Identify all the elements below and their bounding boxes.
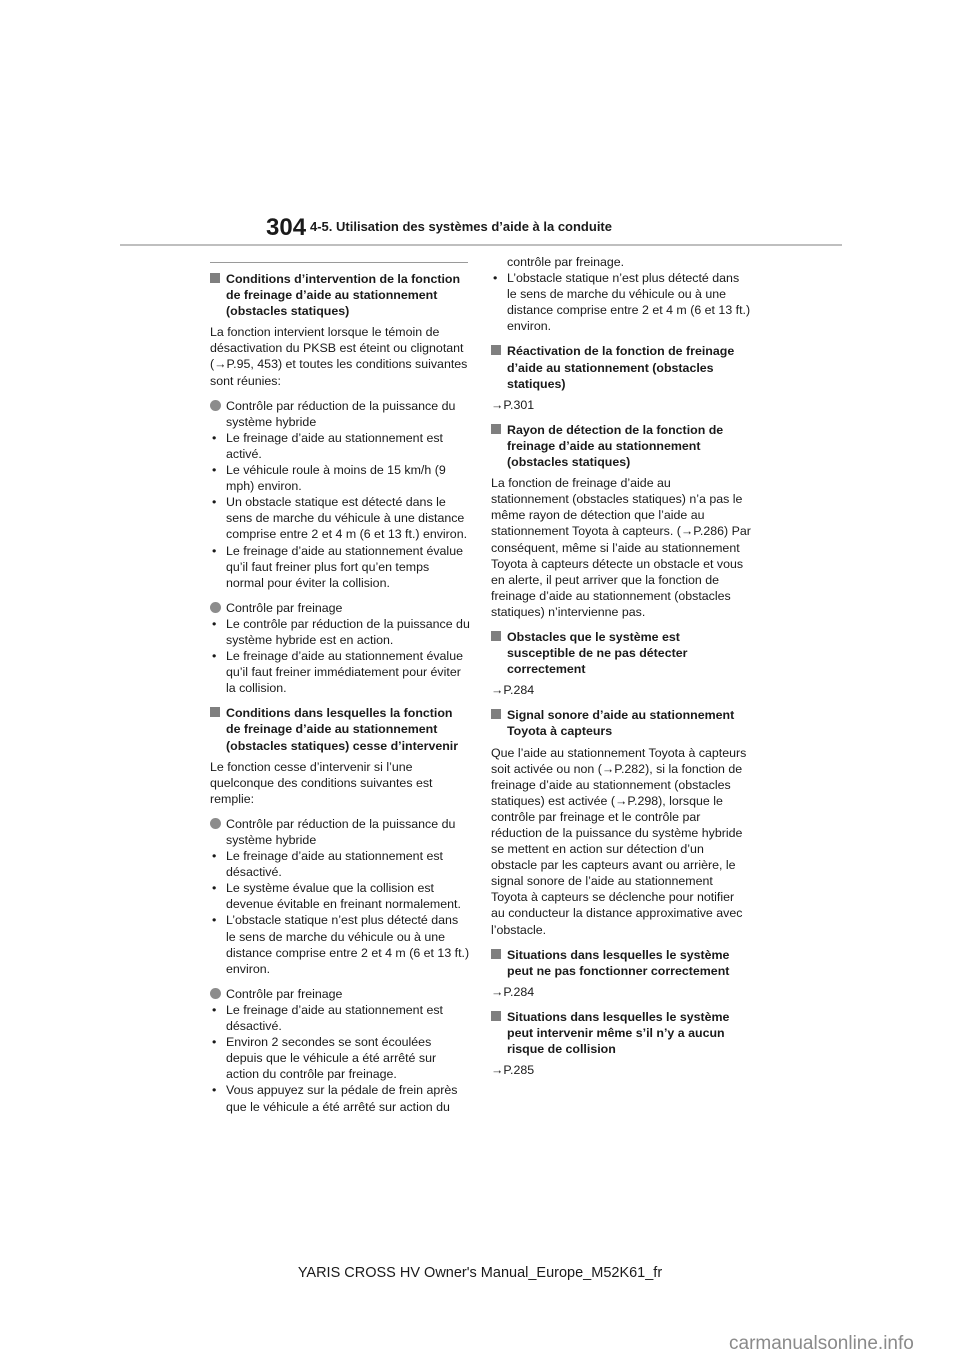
list-item: • Un obstacle statique est détecté dans le sens de marche du véhicule à une distance comprise entre 2 et 4 m (6 et 13 ft.) environ. (210, 494, 470, 542)
bullet-list (491, 270, 751, 334)
square-bullet-icon (491, 345, 501, 355)
bullet-list (210, 430, 470, 591)
heading-detection-range (491, 422, 751, 470)
heading-text: Réactivation de la fonction de freinage d’aide au stationnement (obstacles statiques) (507, 344, 735, 391)
circle-bullet-icon (210, 988, 221, 999)
list-item: • Le freinage d’aide au stationnement est désactivé. (210, 848, 470, 880)
list-item: • Vous appuyez sur la pédale de frein après que le véhicule a été arrêté sur action du (210, 1082, 470, 1114)
heading-conditions-intervention (210, 271, 470, 319)
list-item: • Le freinage d’aide au stationnement est désactivé. (210, 1002, 470, 1034)
circle-bullet-icon (210, 818, 221, 829)
square-bullet-icon (491, 949, 501, 959)
list-item: • Le contrôle par réduction de la puissance du système hybride est en action. (210, 616, 470, 648)
list-item: • Le système évalue que la collision est devenue évitable en freinant normalement. (210, 880, 470, 912)
heading-text: Conditions d’intervention de la fonction de freinage d’aide au stationnement (obstacles statiques) (226, 272, 461, 319)
heading-malfunction-situations (491, 947, 751, 979)
heading-obstacles (491, 629, 751, 677)
heading-text: Conditions dans lesquelles la fonction de freinage d’aide au stationnement (obstacles statiques) cesse d’intervenir (226, 706, 459, 753)
circle-item (210, 816, 470, 848)
circle-item (210, 600, 470, 616)
paragraph: La fonction de freinage d’aide au stationnement (obstacles statiques) n’a pas le même rayon de détection que l’aide au stationnement Toyota à capteurs. (→P.286) Par conséquent, même si l’aide au stationnement Toyota à capteurs détecte un obstacle et vous en alerte, il peut arriver que la fonction de freinage d’aide au stationnement (obstacles statiques) n’intervienne pas. (491, 476, 751, 619)
square-bullet-icon (210, 707, 220, 717)
circle-bullet-icon (210, 400, 221, 411)
watermark: carmanualsonline.info (729, 1333, 914, 1354)
list-item: • L’obstacle statique n’est plus détecté dans le sens de marche du véhicule ou à une distance comprise entre 2 et 4 m (6 et 13 ft.) environ. (210, 912, 470, 976)
circle-bullet-icon (210, 602, 221, 613)
paragraph: Que l’aide au stationnement Toyota à capteurs soit activée ou non (→P.282), si la fonction de freinage d’aide au stationnement (obstacles statiques) est activée (→P.298), lorsque le contrôle par freinage et le contrôle par réduction de la puissance du système hybride se mettent en action sur détection d’un obstacle par les capteurs avant ou arrière, le signal sonore de l’aide au stationnement Toyota à capteurs se déclenche pour notifier au conducteur la distance approximative avec l’obstacle. (491, 745, 747, 937)
heading-text: Rayon de détection de la fonction de freinage d’aide au stationnement (obstacles statiques) (507, 422, 724, 470)
continued-text: contrôle par freinage. (507, 255, 625, 269)
heading-text: Situations dans lesquelles le système peut ne pas fonctionner correctement (507, 947, 730, 978)
page-number: 304 (266, 214, 307, 241)
square-bullet-icon (491, 631, 501, 641)
footer-text: YARIS CROSS HV Owner's Manual_Europe_M52K61_fr (297, 1265, 663, 1281)
paragraph: Le fonction cesse d’intervenir si l’une quelconque des conditions suivantes est remplie: (210, 759, 433, 806)
heading-text: Signal sonore d’aide au stationnement Toyota à capteurs (507, 708, 735, 739)
list-item: • L’obstacle statique n’est plus détecté dans le sens de marche du véhicule ou à une distance comprise entre 2 et 4 m (6 et 13 ft.) environ. (491, 270, 751, 334)
heading-buzzer (491, 707, 751, 739)
circle-item (210, 986, 470, 1002)
circle-item-text: Contrôle par freinage (226, 600, 343, 615)
list-item: • Le freinage d’aide au stationnement évalue qu’il faut freiner plus fort qu’en temps normal pour éviter la collision. (210, 543, 470, 591)
header-rule (120, 244, 842, 246)
circle-item (210, 398, 470, 430)
list-item: • Le freinage d’aide au stationnement évalue qu’il faut freiner immédiatement pour éviter la collision. (210, 648, 470, 696)
circle-item-text: Contrôle par réduction de la puissance du système hybride (226, 398, 456, 429)
bullet-list (210, 616, 470, 696)
section-rule (210, 262, 468, 263)
page-reference: →P.301 (491, 397, 535, 412)
circle-item-text: Contrôle par freinage (226, 986, 343, 1001)
paragraph: La fonction intervient lorsque le témoin de désactivation du PKSB est éteint ou clignotant (→P.95, 453) et toutes les conditions suivantes sont réunies: (210, 325, 468, 388)
heading-text: Situations dans lesquelles le système peut intervenir même s’il n’y a aucun risque de collision (507, 1009, 730, 1057)
circle-item-text: Contrôle par réduction de la puissance du système hybride (226, 816, 456, 847)
heading-unnecessary-operation (491, 1009, 751, 1057)
heading-text: Obstacles que le système est susceptible de ne pas détecter correctement (507, 629, 688, 677)
heading-conditions-stop (210, 705, 470, 753)
page-reference: →P.284 (491, 984, 535, 999)
square-bullet-icon (491, 709, 501, 719)
list-item: • Environ 2 secondes se sont écoulées depuis que le véhicule a été arrêté sur action du contrôle par freinage. (210, 1034, 470, 1082)
square-bullet-icon (491, 1011, 501, 1021)
page-reference: →P.284 (491, 683, 535, 698)
bullet-list (210, 848, 470, 977)
section-title: 4-5. Utilisation des systèmes d’aide à la conduite (310, 219, 612, 234)
list-item: • Le véhicule roule à moins de 15 km/h (9 mph) environ. (210, 462, 470, 494)
list-item: • Le freinage d’aide au stationnement est activé. (210, 430, 470, 462)
page-reference: →P.285 (491, 1063, 535, 1078)
square-bullet-icon (491, 424, 501, 434)
heading-reactivation (491, 343, 751, 391)
bullet-list (210, 1002, 470, 1115)
square-bullet-icon (210, 273, 220, 283)
left-column (210, 254, 470, 1124)
right-column (491, 254, 751, 1087)
